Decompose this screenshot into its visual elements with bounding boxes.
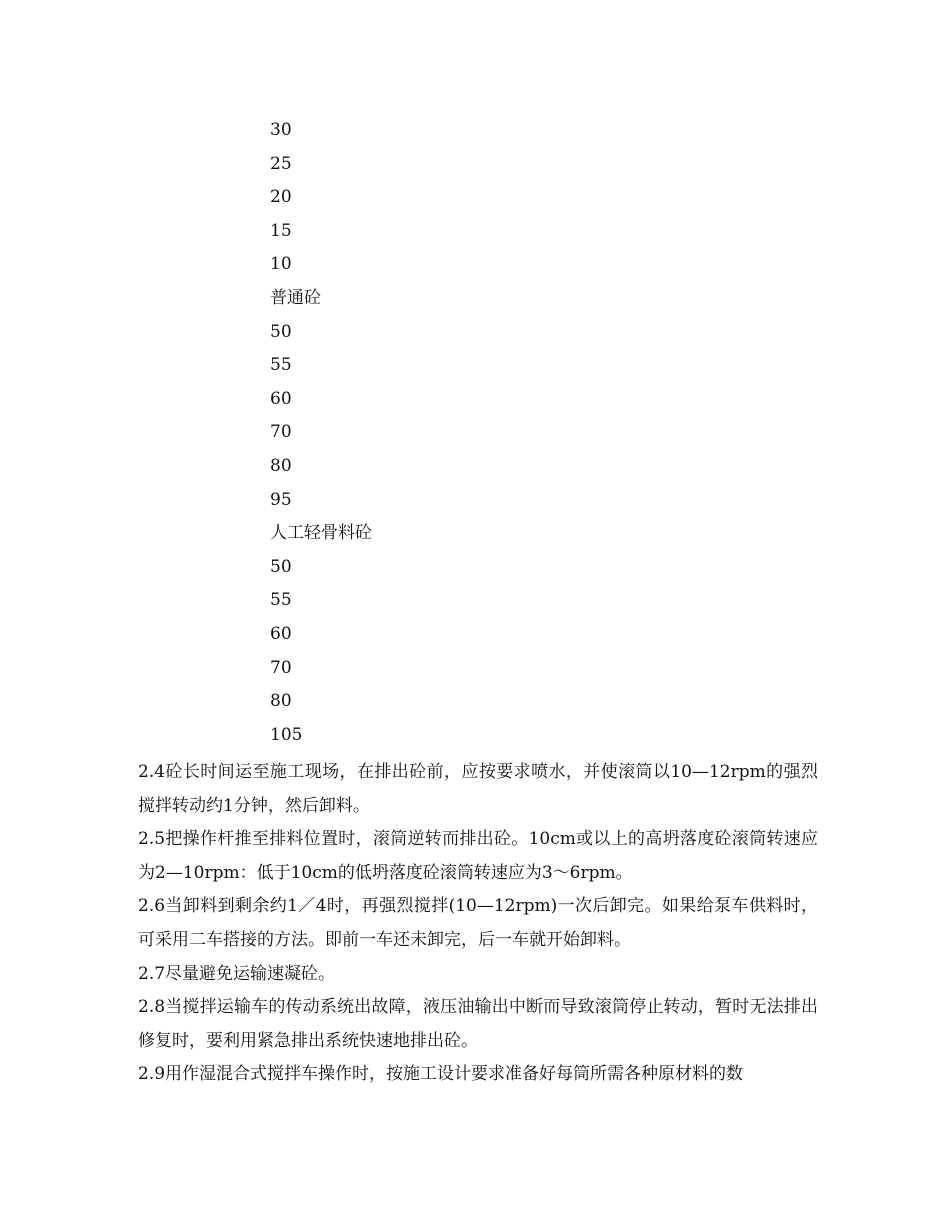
table-value: 60	[270, 623, 292, 644]
paragraph-2-7: 2.7尽量避免运输速凝砼。	[138, 963, 336, 984]
table-value: 50	[270, 556, 292, 577]
body-text	[138, 756, 818, 1092]
table-value: 20	[270, 187, 292, 208]
table-value: 30	[270, 120, 292, 140]
table-value: 55	[270, 355, 292, 376]
table-value: 80	[270, 691, 292, 712]
table-value-list	[270, 118, 670, 756]
paragraph-2-6: 2.6当卸料到剩余约1／4时，再强烈搅拌(10—12rpm)一次后卸完。如果给泵车供料时，可采用二车搭接的方法。即前一车还未卸完，后一车就开始卸料。	[138, 896, 818, 950]
paragraph-2-8: 2.8当搅拌运输车的传动系统出故障，液压油输出中断而导致滚筒停止转动，暂时无法排出修复时，要利用紧急排出系统快速地排出砼。	[138, 997, 818, 1051]
table-value: 50	[270, 321, 292, 342]
table-value: 95	[270, 489, 292, 510]
category-label: 普通砼	[270, 287, 321, 308]
category-label: 人工轻骨料砼	[270, 523, 372, 544]
paragraph-2-4: 2.4砼长时间运至施工现场，在排出砼前，应按要求喷水，并使滚筒以10—12rpm的强烈搅拌转动约1分钟，然后卸料。	[138, 762, 818, 816]
table-value: 70	[270, 657, 292, 678]
table-value: 105	[270, 724, 303, 745]
table-value: 25	[270, 153, 292, 174]
paragraph-2-9: 2.9用作湿混合式搅拌车操作时，按施工设计要求准备好每筒所需各种原材料的数	[138, 1064, 744, 1085]
table-value: 15	[270, 220, 292, 241]
table-value: 70	[270, 422, 292, 443]
table-value: 10	[270, 254, 292, 275]
table-value: 60	[270, 388, 292, 409]
table-value: 55	[270, 590, 292, 611]
table-value: 80	[270, 455, 292, 476]
paragraph-2-5: 2.5把操作杆推至排料位置时，滚筒逆转而排出砼。10cm或以上的高坍落度砼滚筒转速应为2—10rpm：低于10cm的低坍落度砼滚筒转速应为3～6rpm。	[138, 829, 818, 883]
